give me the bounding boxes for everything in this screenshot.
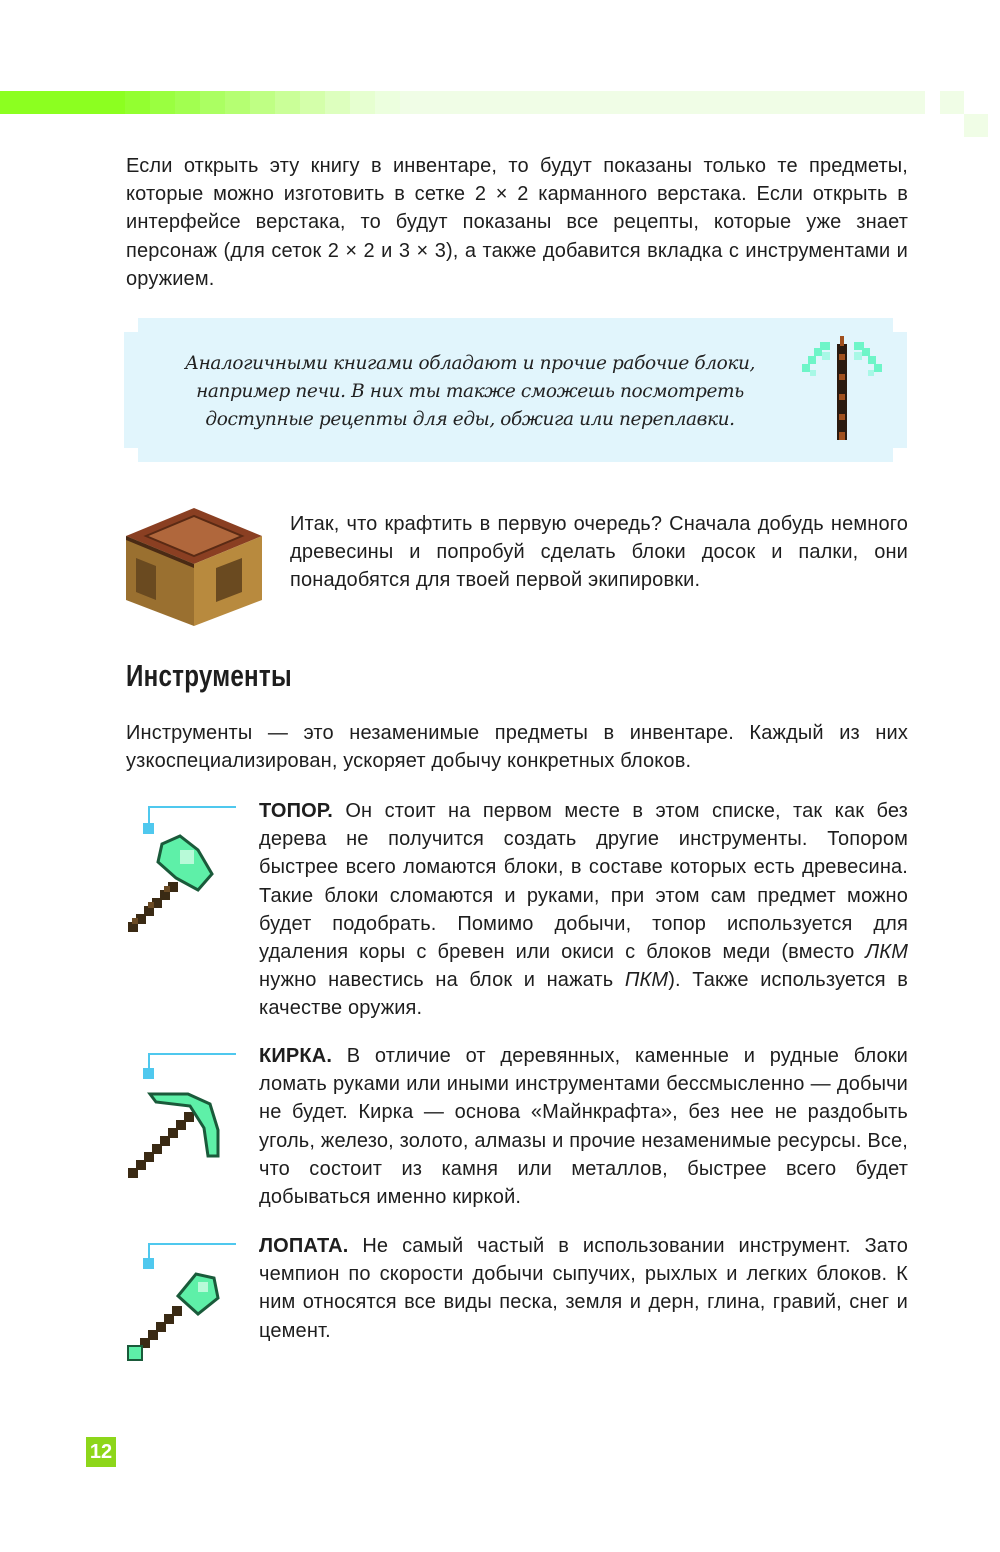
bar-segment [650, 91, 675, 114]
bar-segment [575, 91, 600, 114]
bar-segment [400, 91, 425, 114]
section-intro: Инструменты — это незаменимые предметы в инвентаре. Каждый из них узкоспециализирован, ускоряет добычу конкретных блоков. [126, 722, 908, 773]
pickaxe-connector-v [148, 1053, 150, 1069]
bar-segment [775, 91, 800, 114]
tool-shovel-text: Не самый частый в использовании инструмент. Зато чемпион по скорости добычи сыпучих, рыхлых и легких блоков. К ним относятся все виды песка, земля и дерн, глина, гравий, снег и цемент. [259, 1235, 908, 1342]
bar-segment [25, 91, 50, 114]
tool-axe-text: Он стоит на первом месте в этом списке, так как без дерева не получится создать другие инструменты. Топором быстрее всего ломаются блоки, в составе которых есть древесина. Такие блоки сломаются и руками, при этом сам предмет можно будет подобрать. Помимо добычи, топор используется для удаления коры с бревен или окиси с блоков меди (вместо [259, 800, 908, 964]
bar-segment [175, 91, 200, 114]
bar-segment [750, 91, 775, 114]
section-title: Инструменты [126, 658, 292, 693]
bar-segment [200, 91, 225, 114]
tool-pickaxe-text: В отличие от деревянных, каменные и рудные блоки ломать руками или иными инструментами бессмысленно — добычи не будет. Кирка — основа «Майнкрафта», без нее не раздобыть уголь, железо, золото, алмазы и прочие незаменимые ресурсы. Все, что состоит из камня или металлов, быстрее всего будет добываться именно киркой. [259, 1045, 908, 1209]
crafting-table-icon [126, 508, 262, 626]
bar-segment [125, 91, 150, 114]
bar-segment [350, 91, 375, 114]
bar-segment [525, 91, 550, 114]
shovel-connector [148, 1243, 236, 1245]
shovel-connector-v [148, 1243, 150, 1259]
tool-pickaxe-description [259, 1042, 908, 1211]
bar-segment [300, 91, 325, 114]
bar-segment [450, 91, 475, 114]
bar-segment [825, 91, 850, 114]
bar-segment [500, 91, 525, 114]
bar-segment [850, 91, 875, 114]
pickaxe-connector [148, 1053, 236, 1055]
pickaxe-connector-marker [143, 1068, 154, 1079]
intro-paragraph: Если открыть эту книгу в инвентаре, то будут показаны только те предметы, которые можно изготовить в сетке 2 × 2 карманного верстака. Если открыть в интерфейсе верстака, то будут показаны все рецепты, которые уже знает персонаж (для сеток 2 × 2 и 3 × 3), а также добавится вкладка с инструментами и оружием. [126, 155, 908, 290]
bar-segment [150, 91, 175, 114]
bar-segment [275, 91, 300, 114]
bar-segment [600, 91, 625, 114]
axe-icon [128, 834, 216, 934]
bar-segment [250, 91, 275, 114]
bar-segment [875, 91, 900, 114]
bar-segment [625, 91, 650, 114]
bar-segment [675, 91, 700, 114]
bar-segment [700, 91, 725, 114]
bar-segment [325, 91, 350, 114]
bar-segment [900, 91, 925, 114]
bar-segment [725, 91, 750, 114]
header-pixel-a [940, 91, 964, 114]
bar-segment [475, 91, 500, 114]
tool-axe-name: ТОПОР. [259, 800, 334, 822]
tool-pickaxe-name: КИРКА. [259, 1045, 333, 1067]
bar-segment [225, 91, 250, 114]
bar-segment [375, 91, 400, 114]
key-lmb: ЛКМ [865, 941, 908, 964]
tool-axe-text-2: нужно навестись на блок и нажать [259, 969, 625, 992]
bar-segment [550, 91, 575, 114]
header-pixel-b [964, 114, 988, 137]
bar-segment [0, 91, 25, 114]
tool-shovel-name: ЛОПАТА. [259, 1235, 349, 1257]
pickaxe-icon [800, 334, 884, 444]
shovel-connector-marker [143, 1258, 154, 1269]
tool-axe-text-3: ). Также используется в качестве оружия. [259, 969, 908, 1020]
key-rmb: ПКМ [624, 969, 669, 992]
header-gradient-bar [0, 91, 925, 114]
bar-segment [75, 91, 100, 114]
callout-text: Аналогичными книгами обладают и прочие рабочие блоки, например печи. В них ты также сможешь посмотреть доступные рецепты для еды, обжига или переплавки. [184, 353, 755, 430]
bar-segment [800, 91, 825, 114]
pickaxe-tool-icon [128, 1090, 224, 1180]
page-number: 12 [86, 1437, 116, 1467]
bar-segment [100, 91, 125, 114]
crafting-paragraph: Итак, что крафтить в первую очередь? Сначала добудь немного древесины и попробуй сделать блоки досок и палки, они понадобятся для твоей первой экипировки. [290, 513, 908, 592]
bar-segment [50, 91, 75, 114]
axe-connector [148, 806, 236, 808]
bar-segment [425, 91, 450, 114]
axe-connector-v [148, 806, 150, 824]
shovel-icon [126, 1270, 222, 1364]
tool-axe-description [259, 797, 908, 1023]
tool-shovel-description [259, 1232, 908, 1345]
axe-connector-marker [143, 823, 154, 834]
